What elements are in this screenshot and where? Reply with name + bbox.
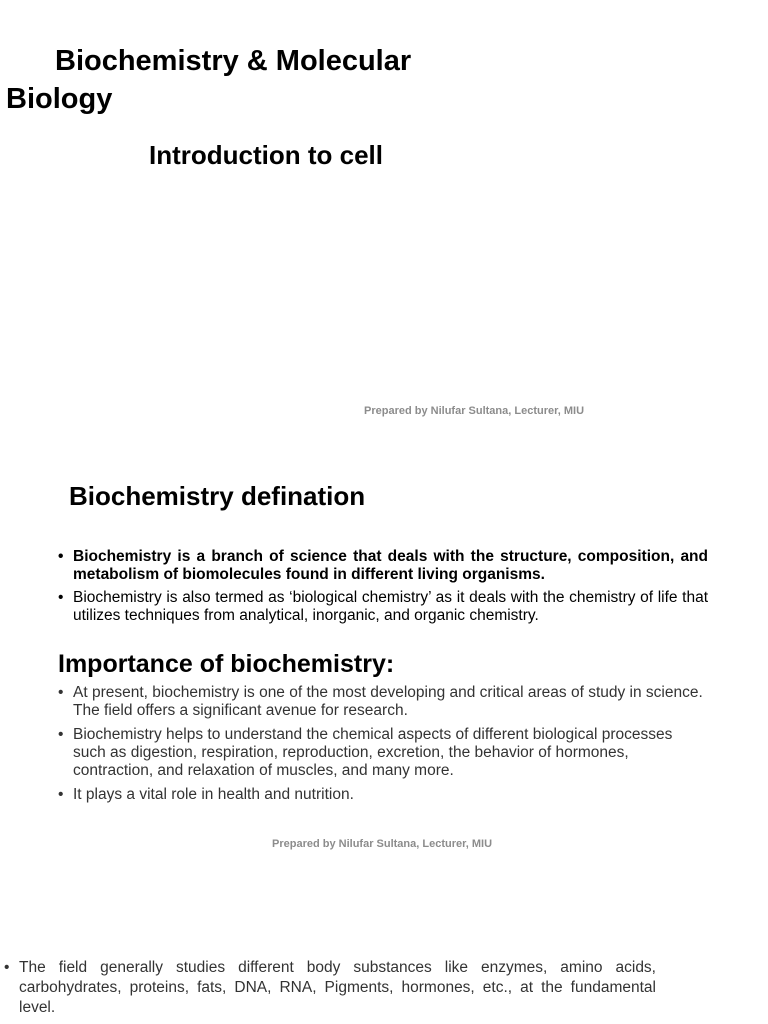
list-item <box>4 958 656 1018</box>
title-line-2: Biology <box>6 83 113 115</box>
slide2-footer: Prepared by Nilufar Sultana, Lecturer, MIU <box>272 838 493 850</box>
subtitle: Introduction to cell <box>149 140 383 170</box>
importance-text: It plays a vital role in health and nutrition. <box>73 786 354 803</box>
importance-list <box>58 684 708 810</box>
list-item <box>58 786 708 804</box>
list-item <box>58 548 708 583</box>
slide1-footer: Prepared by Nilufar Sultana, Lecturer, MIU <box>364 405 585 417</box>
list-item <box>58 684 708 720</box>
importance-text: At present, biochemistry is one of the most developing and critical areas of study in science. The field offers a significant avenue for research. <box>73 684 703 719</box>
bullet-icon: • <box>58 548 64 565</box>
slide-definition <box>0 432 768 864</box>
definition-list <box>58 548 708 630</box>
list-item <box>58 589 708 624</box>
definition-heading: Biochemistry defination <box>69 481 366 511</box>
slide-title <box>0 0 768 432</box>
bullet-icon: • <box>58 589 64 606</box>
bullet-icon: • <box>4 959 10 976</box>
list-item <box>58 726 708 780</box>
importance-heading: Importance of biochemistry: <box>58 650 395 678</box>
bullet-icon: • <box>58 726 64 743</box>
definition-text: Biochemistry is a branch of science that deals with the structure, composition, and metabolism of biomolecules found in different living organisms. <box>73 548 708 583</box>
bullet-icon: • <box>58 684 64 701</box>
importance-text: Biochemistry helps to understand the chemical aspects of different biological processes such as digestion, respiration, reproduction, excretion, the behavior of hormones, contraction, and relaxation of muscles, and many more. <box>73 726 673 779</box>
title-line-1: Biochemistry & Molecular <box>55 45 412 77</box>
body-substances-text: The field generally studies different body substances like enzymes, amino acids, carbohydrates, proteins, fats, DNA, RNA, Pigments, hormones, etc., at the fundamental level. <box>19 959 656 1016</box>
bullet-icon: • <box>58 786 64 803</box>
body-substances-list <box>4 958 656 1024</box>
slide-continued <box>0 864 768 1024</box>
definition-text: Biochemistry is also termed as ‘biological chemistry’ as it deals with the chemistry of life that utilizes techniques from analytical, inorganic, and organic chemistry. <box>73 589 708 624</box>
